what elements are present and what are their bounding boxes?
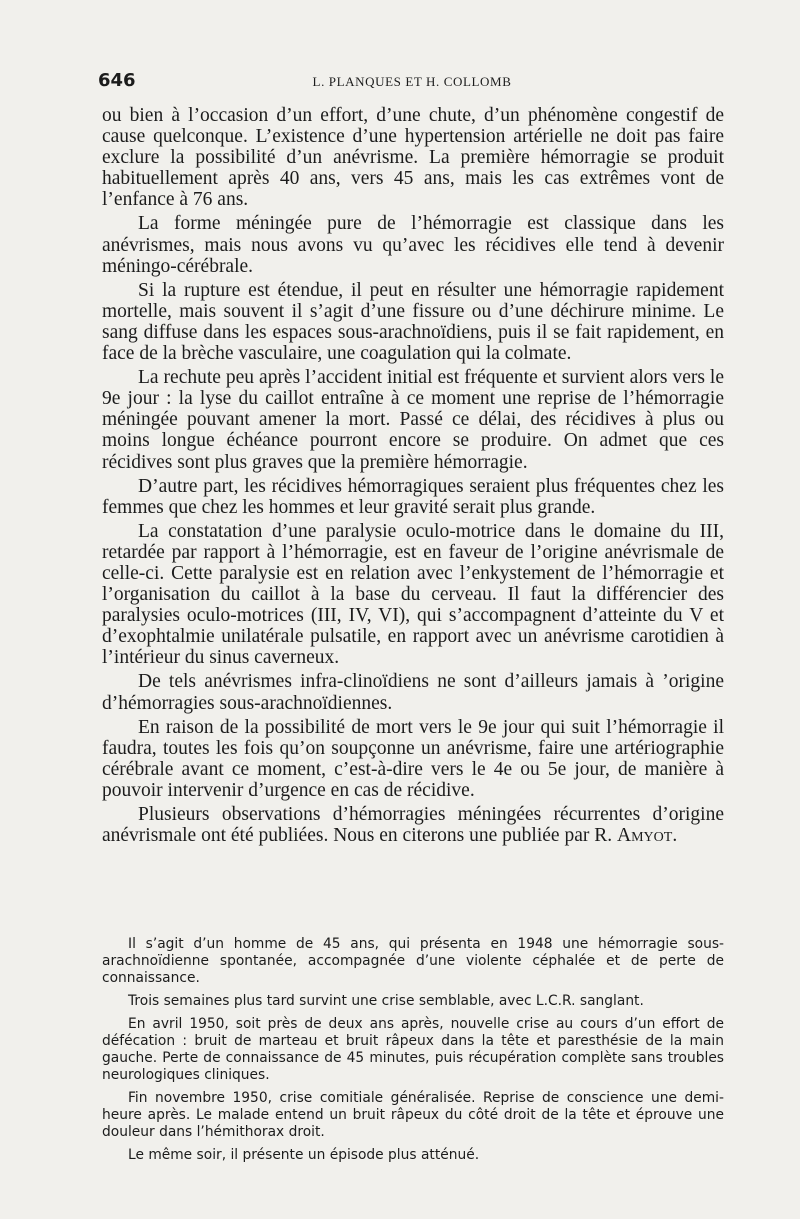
observation-paragraph: Trois semaines plus tard survint une crise semblable, avec L.C.R. sanglant. [128, 993, 644, 1009]
paragraph-citation [102, 804, 724, 846]
observation-block [102, 936, 724, 1164]
paragraph: D’autre part, les récidives hémorragiques seraient plus fréquentes chez les femmes que chez les hommes et leur gravité serait plus grande. [102, 475, 724, 518]
observation-paragraph: Le même soir, il présente un épisode plus atténué. [128, 1147, 480, 1163]
observation-paragraph: Fin novembre 1950, crise comitiale généralisée. Reprise de conscience une demi-heure après. Le malade entend un bruit râpeux du côté droit de la tête et éprouve une douleur dans l’hémithorax droit. [102, 1090, 724, 1140]
page-number: 646 [98, 70, 136, 91]
paragraph: De tels anévrismes infra-clinoïdiens ne sont d’ailleurs jamais à ’origine d’hémorragies sous-arachnoïdiennes. [102, 671, 724, 714]
paragraph: La forme méningée pure de l’hémorragie est classique dans les anévrismes, mais nous avons vu qu’avec les récidives elle tend à devenir méningo-cérébrale. [102, 213, 724, 277]
page-header [98, 68, 726, 96]
paragraph: La rechute peu après l’accident initial est fréquente et survient alors vers le 9e jour : la lyse du caillot entraîne à ce moment une reprise de l’hémorragie méningée pouvant amener la mort. Passé ce délai, des récidives à plus ou moins longue échéance pourront encore se produire. On admet que ces récidives sont plus graves que la première hémorragie. [102, 367, 724, 473]
paragraph: ou bien à l’occasion d’un effort, d’une chute, d’un phénomène congestif de cause quelconque. L’existence d’une hypertension artérielle ne doit pas faire exclure la possibilité d’un anévrisme. La première hémorragie se produit habituellement après 40 ans, vers 45 ans, mais les cas extrêmes vont de l’enfance à 76 ans. [102, 105, 724, 211]
observation-paragraph: En avril 1950, soit près de deux ans après, nouvelle crise au cours d’un effort de défécation : bruit de marteau et bruit râpeux dans la tête et paresthésie de la main gauche. Perte de connaissance de 45 minutes, puis récupération complète sans troubles neurologiques cliniques. [102, 1016, 724, 1083]
author-name [617, 825, 672, 846]
author-initial: A [616, 825, 632, 847]
observation-paragraph: Il s’agit d’un homme de 45 ans, qui présenta en 1948 une hémorragie sous-arachnoïdienne spontanée, accompagnée d’une violente céphalée et de perte de connaissance. [102, 936, 724, 986]
paragraph: En raison de la possibilité de mort vers le 9e jour qui suit l’hémorragie il faudra, toutes les fois qu’on soupçonne un anévrisme, faire une artériographie cérébrale avant ce moment, c’est-à-dire vers le 4e ou 5e jour, de manière à pouvoir intervenir d’urgence en cas de récidive. [102, 716, 724, 801]
paragraph: Si la rupture est étendue, il peut en résulter une hémorragie rapidement mortelle, mais souvent il s’agit d’une fissure ou d’une déchirure minime. Le sang diffuse dans les espaces sous-arachnoïdiens, puis il se fait rapidement, en face de la brèche vasculaire, une coagulation qui la colmate. [102, 279, 724, 365]
main-text [102, 105, 724, 846]
running-head: L. PLANQUES ET H. COLLOMB [312, 74, 512, 89]
paragraph: La constatation d’une paralysie oculo-motrice dans le domaine du III, retardée par rapport à l’hémorragie, est en faveur de l’origine anévrismale de celle-ci. Cette paralysie est en relation avec l’enkystement de l’hémorragie et l’organisation du caillot à la base du cerveau. Il faut la différencier des paralysies oculo-motrices (III, IV, VI), qui s’accompagnent d’atteinte du V et d’exophtalmie unilatérale pulsatile, en rapport avec un anévrisme carotidien à l’intérieur du sinus caverneux. [102, 520, 724, 669]
citation-end: . [672, 825, 678, 847]
citation-text: Plusieurs observations d’hémorragies méningées récurrentes d’origine anévrismale ont été publiées. Nous en citerons une publiée par R. [102, 804, 724, 847]
author-rest: myot [631, 825, 673, 847]
